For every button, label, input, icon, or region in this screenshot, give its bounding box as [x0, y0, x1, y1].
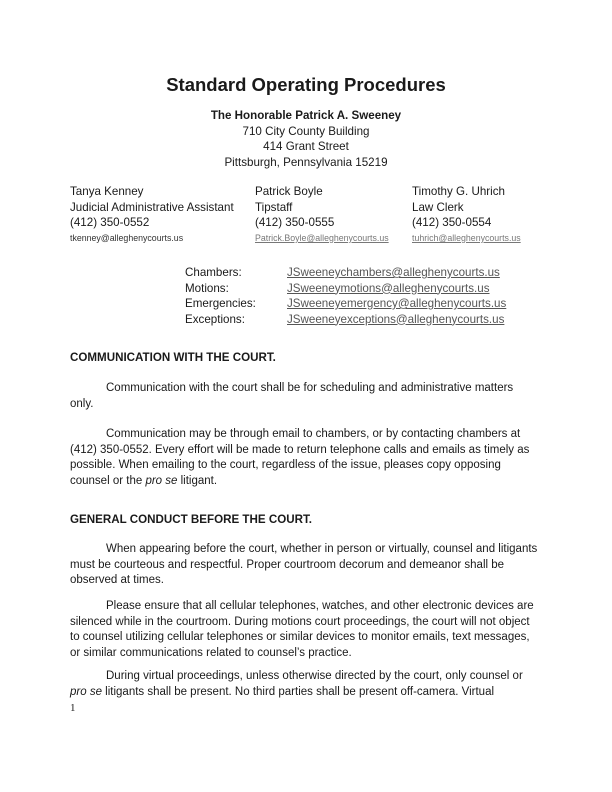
staff-email[interactable]: Patrick.Boyle@alleghenycourts.us [255, 232, 389, 243]
staff-phone: (412) 350-0555 [255, 216, 335, 230]
staff-email[interactable]: tuhrich@alleghenycourts.us [412, 232, 521, 243]
staff-phone: (412) 350-0554 [412, 216, 492, 230]
paragraph: Please ensure that all cellular telephones, watches, and other electronic devices are silenced while in the courtroom. During motions court proceedings, the court will not object to counsel utilizing cellular telephones or similar devices to monitor emails, text messages, or similar communications related to counsel’s practice. [70, 600, 534, 659]
email-link-emergencies[interactable]: JSweeneyemergency@alleghenycourts.us [287, 297, 507, 310]
contact-label-chambers: Chambers: [185, 266, 242, 279]
staff-role: Law Clerk [412, 200, 464, 214]
contact-emails [287, 265, 506, 327]
contact-label-exceptions: Exceptions: [185, 312, 245, 326]
staff-contact-boyle [255, 184, 389, 246]
address-line-1: 710 City County Building [242, 125, 370, 138]
staff-role: Judicial Administrative Assistant [70, 200, 234, 214]
section-heading-communication: COMMUNICATION WITH THE COURT. [70, 351, 276, 364]
staff-role: Tipstaff [255, 200, 293, 214]
judge-name: The Honorable Patrick A. Sweeney [210, 109, 402, 122]
address-line-3: Pittsburgh, Pennsylvania 15219 [224, 156, 388, 169]
staff-name: Tanya Kenney [70, 185, 144, 198]
paragraph: During virtual proceedings, unless otherwise directed by the court, only counsel or pro se litigants shall be present. No third parties shall be present off-camera. Virtual [70, 670, 523, 698]
contact-label-emergencies: Emergencies: [185, 297, 256, 310]
email-link-exceptions[interactable]: JSweeneyexceptions@alleghenycourts.us [287, 312, 505, 326]
staff-phone: (412) 350-0552 [70, 216, 150, 230]
staff-contact-uhrich [412, 184, 521, 246]
address-line-2: 414 Grant Street [263, 140, 349, 153]
section-heading-conduct: GENERAL CONDUCT BEFORE THE COURT. [70, 513, 312, 526]
email-link-chambers[interactable]: JSweeneychambers@alleghenycourts.us [287, 266, 500, 279]
contact-labels [185, 265, 256, 327]
staff-email[interactable]: tkenney@alleghenycourts.us [70, 232, 184, 243]
paragraph: Communication may be through email to chambers, or by contacting chambers at (412) 350-0552. Every effort will be made to return telephone calls and emails as timely as possible. When emailing to the court, regardless of the issue, pleases copy opposing counsel or the pro se litigant. [70, 428, 530, 487]
contact-label-motions: Motions: [185, 281, 229, 295]
paragraph: When appearing before the court, whether in person or virtually, counsel and litigants must be courteous and respectful. Proper courtroom decorum and demeanor shall be observed at times. [70, 543, 538, 586]
staff-name: Timothy G. Uhrich [412, 185, 505, 198]
page-number: 1 [70, 702, 76, 714]
staff-name: Patrick Boyle [255, 185, 323, 198]
email-link-motions[interactable]: JSweeneymotions@alleghenycourts.us [287, 281, 490, 295]
staff-contact-kenney [70, 184, 234, 246]
document-title: Standard Operating Procedures [166, 74, 446, 95]
paragraph: Communication with the court shall be for scheduling and administrative matters only. [70, 382, 514, 410]
